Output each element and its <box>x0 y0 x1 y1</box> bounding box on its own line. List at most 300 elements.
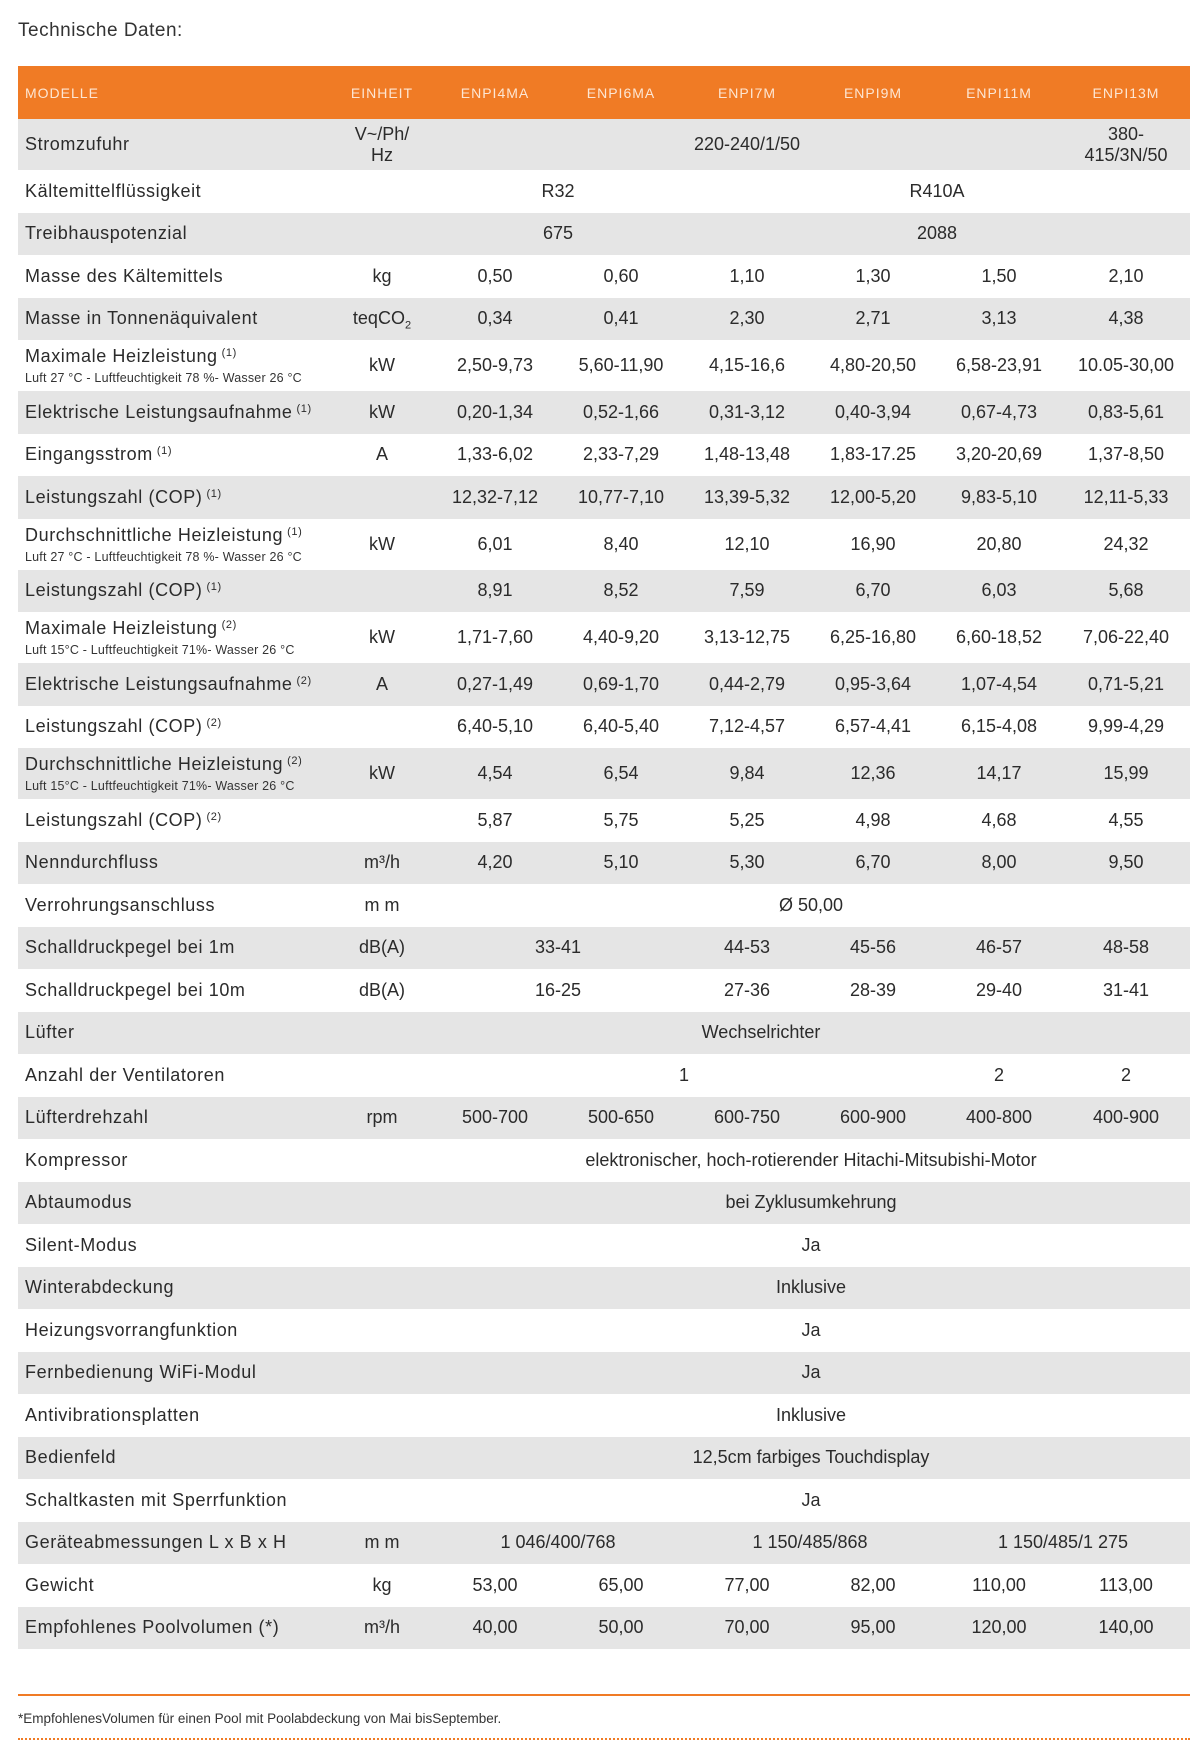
row-label-text: Leistungszahl (COP) <box>25 716 203 737</box>
row-value: 6,54 <box>603 763 639 783</box>
row-value: 0,34 <box>477 308 513 329</box>
header-model-enpi13m: ENPI13M <box>1092 84 1160 101</box>
row-value: 53,00 <box>472 1574 518 1595</box>
table-row <box>18 1224 1190 1267</box>
row-label <box>18 927 332 970</box>
row-value: 9,84 <box>729 763 765 783</box>
row-unit-text: kg <box>372 265 392 286</box>
row-label-text: Stromzufuhr <box>25 134 130 154</box>
row-unit <box>332 170 432 213</box>
row-value: 3,13 <box>981 308 1017 329</box>
row-value: 48-58 <box>1102 937 1150 958</box>
row-value: 6,03 <box>981 580 1017 601</box>
table-row <box>18 969 1190 1012</box>
row-label <box>18 1564 332 1607</box>
row-value: 31-41 <box>1102 979 1150 1000</box>
row-label-text: Eingangsstrom <box>25 444 153 465</box>
row-unit <box>332 298 432 341</box>
table-row <box>18 1607 1190 1650</box>
row-label <box>18 1054 332 1097</box>
row-value: 1 046/400/768 <box>500 1532 616 1553</box>
row-label-text: Lüfter <box>25 1022 75 1043</box>
row-value: 0,83-5,61 <box>1087 401 1165 422</box>
table-row <box>18 1012 1190 1055</box>
row-value: 4,40-9,20 <box>582 627 660 647</box>
row-value: 16,90 <box>850 533 896 554</box>
table-row <box>18 519 1190 570</box>
row-unit-text: A <box>375 444 388 465</box>
row-label-text: Verrohrungsanschluss <box>25 894 216 915</box>
row-unit <box>332 706 432 749</box>
row-label-text: Empfohlenes Poolvolumen (*) <box>25 1617 280 1638</box>
row-label-text: Abtaumodus <box>25 1192 133 1213</box>
header-model-enpi9m: ENPI9M <box>843 84 903 101</box>
row-value: 12,00-5,20 <box>829 486 917 507</box>
row-footnote-marker: (2) <box>296 674 312 687</box>
row-unit <box>332 1182 432 1225</box>
row-label <box>18 1607 332 1650</box>
row-value: 40,00 <box>472 1617 518 1638</box>
row-label-text: Nenndurchfluss <box>25 852 159 873</box>
row-unit <box>332 1224 432 1267</box>
row-label <box>18 434 332 477</box>
row-value: 0,20-1,34 <box>456 401 534 422</box>
row-value: 400-900 <box>1092 1107 1160 1128</box>
row-unit <box>332 1097 432 1140</box>
table-body <box>18 119 1190 1649</box>
table-row <box>18 1352 1190 1395</box>
row-unit-text: dB(A) <box>358 979 405 1000</box>
table-row <box>18 1267 1190 1310</box>
row-value: 24,32 <box>1103 533 1149 554</box>
table-row <box>18 706 1190 749</box>
row-value: 2,71 <box>855 308 891 329</box>
table-header <box>18 66 1190 119</box>
row-unit-text: V~/Ph/ Hz <box>354 123 410 165</box>
row-value: Ja <box>801 1319 821 1340</box>
page-title: Technische Daten: <box>18 20 183 41</box>
row-label <box>18 119 332 170</box>
row-label-text: Antivibrationsplatten <box>25 1404 200 1425</box>
row-value: 6,70 <box>855 580 891 601</box>
row-label <box>18 1267 332 1310</box>
row-value: 8,91 <box>477 580 513 601</box>
row-footnote-marker: (2) <box>287 755 303 767</box>
row-unit <box>332 927 432 970</box>
row-value: Ø 50,00 <box>778 894 844 915</box>
row-value: 9,83-5,10 <box>960 486 1038 507</box>
table-row <box>18 927 1190 970</box>
row-sublabel: Luft 27 °C - Luftfeuchtigkeit 78 %- Wasser 26 °C <box>25 371 302 385</box>
row-value: 1,33-6,02 <box>456 444 534 465</box>
table-row <box>18 1182 1190 1225</box>
row-unit <box>332 476 432 519</box>
row-label <box>18 1309 332 1352</box>
row-value: 0,41 <box>603 308 639 329</box>
row-value: 10.05-30,00 <box>1077 355 1175 375</box>
table-row <box>18 1054 1190 1097</box>
row-value: 95,00 <box>850 1617 896 1638</box>
table-row <box>18 255 1190 298</box>
row-value: 6,15-4,08 <box>960 716 1038 737</box>
row-label <box>18 1139 332 1182</box>
row-unit <box>332 340 432 391</box>
row-value: 15,99 <box>1103 763 1149 783</box>
row-footnote-marker: (1) <box>206 581 222 594</box>
row-value: 28-39 <box>849 979 897 1000</box>
row-value: 2 <box>1120 1064 1131 1085</box>
table-row <box>18 748 1190 799</box>
row-unit <box>332 255 432 298</box>
table-row <box>18 884 1190 927</box>
row-label-text: Lüfterdrehzahl <box>25 1107 149 1128</box>
table-row <box>18 1437 1190 1480</box>
row-label-text: Maximale Heizleistung <box>25 346 218 366</box>
row-value: 500-700 <box>461 1107 529 1128</box>
row-value: 45-56 <box>849 937 897 958</box>
row-value: Ja <box>801 1362 821 1383</box>
row-unit-text: teqCO <box>352 308 405 329</box>
footnote: *EmpfohlenesVolumen für einen Pool mit Poolabdeckung von Mai bisSeptember. <box>18 1711 502 1726</box>
row-label <box>18 570 332 613</box>
row-label-text: Anzahl der Ventilatoren <box>25 1064 225 1085</box>
table-row <box>18 340 1190 391</box>
row-label <box>18 1479 332 1522</box>
row-value: 1,30 <box>855 265 891 286</box>
row-value: Inklusive <box>775 1277 847 1298</box>
row-value: 2,30 <box>729 308 765 329</box>
row-value: 500-650 <box>587 1107 655 1128</box>
row-label-text: Geräteabmessungen L x B x H <box>25 1532 287 1553</box>
table-row <box>18 570 1190 613</box>
row-label-text: Treibhauspotenzial <box>25 223 188 244</box>
row-value: 0,60 <box>603 265 639 286</box>
table-row <box>18 434 1190 477</box>
row-label <box>18 1437 332 1480</box>
row-value: 0,50 <box>477 265 513 286</box>
row-label-text: Leistungszahl (COP) <box>25 580 203 601</box>
row-value: 120,00 <box>971 1617 1027 1638</box>
row-unit <box>332 119 432 170</box>
header-model-enpi7m: ENPI7M <box>717 84 777 101</box>
row-unit <box>332 1267 432 1310</box>
row-value: Wechselrichter <box>701 1022 821 1043</box>
row-footnote-marker: (2) <box>221 619 237 631</box>
row-value: 7,12-4,57 <box>708 716 786 737</box>
row-unit-text: A <box>375 673 388 694</box>
row-unit <box>332 434 432 477</box>
row-value: 29-40 <box>975 979 1023 1000</box>
row-value: 2088 <box>916 223 958 244</box>
row-value: 1,07-4,54 <box>960 673 1038 694</box>
row-value: 5,75 <box>603 809 639 830</box>
row-value: 4,38 <box>1108 308 1144 329</box>
row-value: 1,71-7,60 <box>456 627 534 647</box>
row-label <box>18 170 332 213</box>
row-value: 33-41 <box>534 937 582 958</box>
row-unit-text: m³/h <box>364 852 400 873</box>
row-unit <box>332 1479 432 1522</box>
row-value: 7,59 <box>729 580 765 601</box>
row-value: elektronischer, hoch-rotierender Hitachi-Mitsubishi-Motor <box>585 1149 1037 1170</box>
header-unit: EINHEIT <box>350 84 414 101</box>
table-row <box>18 476 1190 519</box>
row-footnote-marker: (1) <box>221 347 237 359</box>
row-unit-text: m m <box>364 1532 400 1553</box>
row-value: 6,57-4,41 <box>834 716 912 737</box>
row-value: 1,10 <box>729 265 765 286</box>
row-value: 1,48-13,48 <box>703 444 791 465</box>
row-unit-text: rpm <box>366 1107 398 1128</box>
row-unit <box>332 213 432 256</box>
row-value: 400-800 <box>965 1107 1033 1128</box>
row-sublabel: Luft 15°C - Luftfeuchtigkeit 71%- Wasser 26 °C <box>25 643 295 657</box>
header-model-enpi11m: ENPI11M <box>966 84 1032 101</box>
row-unit <box>332 1309 432 1352</box>
row-value: 6,40-5,40 <box>582 716 660 737</box>
row-value: 6,40-5,10 <box>456 716 534 737</box>
row-value: 5,10 <box>603 852 639 873</box>
row-value: 220-240/1/50 <box>693 134 801 154</box>
table-row <box>18 1479 1190 1522</box>
row-unit <box>332 884 432 927</box>
row-value: 5,68 <box>1108 580 1144 601</box>
row-footnote-marker: (1) <box>206 487 222 500</box>
row-label-text: Elektrische Leistungsaufnahme <box>25 673 293 694</box>
row-value: 1 150/485/868 <box>752 1532 868 1553</box>
row-label <box>18 213 332 256</box>
row-value: 10,77-7,10 <box>577 486 665 507</box>
row-unit-text: kg <box>372 1574 392 1595</box>
row-unit <box>332 1352 432 1395</box>
row-label <box>18 298 332 341</box>
row-label-text: Schalldruckpegel bei 1m <box>25 937 235 958</box>
row-label <box>18 663 332 706</box>
row-label <box>18 1182 332 1225</box>
row-value: 2,10 <box>1108 265 1144 286</box>
row-label-text: Silent-Modus <box>25 1234 138 1255</box>
row-value: 110,00 <box>972 1574 1026 1595</box>
row-label-text: Masse in Tonnenäquivalent <box>25 308 258 329</box>
row-label <box>18 799 332 842</box>
row-footnote-marker: (2) <box>206 717 222 730</box>
row-value: 0,27-1,49 <box>456 673 534 694</box>
row-value: 12,5cm farbiges Touchdisplay <box>692 1447 930 1468</box>
spec-table <box>18 66 1190 1649</box>
row-value: 9,50 <box>1108 852 1144 873</box>
row-value: 1 150/485/1 275 <box>997 1532 1129 1553</box>
row-unit <box>332 969 432 1012</box>
row-footnote-marker: (1) <box>296 402 312 415</box>
row-unit <box>332 1437 432 1480</box>
row-unit <box>332 842 432 885</box>
row-label-text: Elektrische Leistungsaufnahme <box>25 401 293 422</box>
row-value: 0,69-1,70 <box>582 673 660 694</box>
row-value: 2 <box>993 1064 1004 1085</box>
row-value: 5,30 <box>729 852 765 873</box>
row-value: 113,00 <box>1099 1574 1153 1595</box>
row-value: 3,13-12,75 <box>703 627 791 647</box>
row-unit <box>332 570 432 613</box>
row-value: 4,68 <box>981 809 1017 830</box>
row-value: 600-750 <box>713 1107 781 1128</box>
row-value: Ja <box>801 1234 821 1255</box>
table-row <box>18 663 1190 706</box>
row-label <box>18 519 332 570</box>
row-footnote-marker: (2) <box>206 810 222 823</box>
row-value: 6,58-23,91 <box>955 355 1043 375</box>
table-row <box>18 612 1190 663</box>
row-value: 6,01 <box>477 533 513 554</box>
row-unit-text: dB(A) <box>358 937 405 958</box>
row-value: 14,17 <box>976 763 1022 783</box>
row-label-text: Kompressor <box>25 1149 129 1170</box>
row-value: bei Zyklusumkehrung <box>725 1192 897 1213</box>
row-value: 82,00 <box>850 1574 896 1595</box>
row-value: 140,00 <box>1098 1617 1154 1638</box>
row-unit <box>332 799 432 842</box>
row-label-text: Heizungsvorrangfunktion <box>25 1319 238 1340</box>
row-label <box>18 1224 332 1267</box>
row-value: 0,40-3,94 <box>834 401 912 422</box>
row-label <box>18 1352 332 1395</box>
row-value: 4,15-16,6 <box>708 355 786 375</box>
row-label <box>18 884 332 927</box>
row-label-text: Fernbedienung WiFi-Modul <box>25 1362 257 1383</box>
row-value: 4,98 <box>855 809 891 830</box>
row-unit-subscript: 2 <box>404 319 412 332</box>
row-label <box>18 1097 332 1140</box>
row-value: 6,70 <box>855 852 891 873</box>
row-unit <box>332 663 432 706</box>
row-unit <box>332 1522 432 1565</box>
row-label <box>18 1012 332 1055</box>
row-value: 2,33-7,29 <box>582 444 660 465</box>
row-unit-text: kW <box>369 533 395 554</box>
table-row <box>18 119 1190 170</box>
row-value: 12,36 <box>850 763 896 783</box>
row-unit <box>332 391 432 434</box>
row-value: 12,11-5,33 <box>1083 486 1169 507</box>
table-row <box>18 799 1190 842</box>
row-value: 2,50-9,73 <box>456 355 534 375</box>
row-value: 7,06-22,40 <box>1082 627 1170 647</box>
row-value: 46-57 <box>975 937 1023 958</box>
row-label-text: Bedienfeld <box>25 1447 117 1468</box>
table-row <box>18 1394 1190 1437</box>
row-value: 44-53 <box>723 937 771 958</box>
row-value: 1,50 <box>981 265 1017 286</box>
row-unit <box>332 1054 432 1097</box>
row-value: 13,39-5,32 <box>703 486 791 507</box>
row-value: 4,55 <box>1108 809 1144 830</box>
row-sublabel: Luft 27 °C - Luftfeuchtigkeit 78 %- Wasser 26 °C <box>25 549 302 564</box>
row-unit-text: m³/h <box>364 1617 400 1638</box>
row-value: 600-900 <box>839 1107 907 1128</box>
row-value: 12,32-7,12 <box>451 486 539 507</box>
row-footnote-marker: (1) <box>156 445 173 458</box>
row-label-text: Schalldruckpegel bei 10m <box>25 979 246 1000</box>
row-value: 4,80-20,50 <box>829 355 917 375</box>
row-footnote-marker: (1) <box>287 525 303 538</box>
row-value: 12,10 <box>724 533 770 554</box>
row-value: 0,71-5,21 <box>1087 673 1165 694</box>
table-row <box>18 213 1190 256</box>
row-value: 6,60-18,52 <box>955 627 1043 647</box>
row-value: Ja <box>801 1489 821 1510</box>
table-row <box>18 170 1190 213</box>
row-value: 0,44-2,79 <box>708 673 786 694</box>
row-value: 1 <box>678 1064 689 1085</box>
row-unit-text: kW <box>369 627 395 647</box>
row-value: 0,52-1,66 <box>582 401 660 422</box>
footer-rule <box>18 1694 1190 1696</box>
header-model-enpi6ma: ENPI6MA <box>586 84 656 101</box>
row-sublabel: Luft 15°C - Luftfeuchtigkeit 71%- Wasser 26 °C <box>25 779 295 793</box>
row-value: 3,20-20,69 <box>955 444 1043 465</box>
row-label <box>18 706 332 749</box>
row-value: 4,20 <box>477 852 513 873</box>
footer-dotted-rule <box>18 1738 1190 1740</box>
table-row <box>18 842 1190 885</box>
row-label-text: Schaltkasten mit Sperrfunktion <box>25 1489 288 1510</box>
table-row <box>18 1522 1190 1565</box>
row-unit <box>332 1607 432 1650</box>
row-label <box>18 476 332 519</box>
row-value: 16-25 <box>534 979 582 1000</box>
row-unit <box>332 748 432 799</box>
row-label <box>18 612 332 663</box>
row-value: 8,00 <box>981 852 1017 873</box>
row-value: 8,40 <box>603 533 639 554</box>
table-row <box>18 1564 1190 1607</box>
row-unit <box>332 1139 432 1182</box>
row-label-text: Leistungszahl (COP) <box>25 809 203 830</box>
row-unit-text: kW <box>369 401 395 422</box>
row-value: 675 <box>542 223 574 244</box>
table-row <box>18 1097 1190 1140</box>
row-label <box>18 842 332 885</box>
row-label <box>18 969 332 1012</box>
table-row <box>18 298 1190 341</box>
row-unit <box>332 612 432 663</box>
row-unit <box>332 519 432 570</box>
row-value: 9,99-4,29 <box>1087 716 1165 737</box>
row-label <box>18 1522 332 1565</box>
row-label-text: Durchschnittliche Heizleistung <box>25 754 284 774</box>
row-label <box>18 748 332 799</box>
row-unit <box>332 1394 432 1437</box>
row-value: 5,60-11,90 <box>578 355 664 375</box>
row-label-text: Kältemittelflüssigkeit <box>25 180 202 201</box>
row-value: 380- 415/3N/50 <box>1084 123 1168 165</box>
row-value: 8,52 <box>603 580 639 601</box>
row-value: 5,87 <box>477 809 513 830</box>
row-unit-text: kW <box>369 355 395 375</box>
row-unit-text: m m <box>364 894 400 915</box>
row-label-text: Gewicht <box>25 1574 95 1595</box>
row-value: Inklusive <box>775 1404 847 1425</box>
row-value: 0,67-4,73 <box>960 401 1038 422</box>
row-label <box>18 1394 332 1437</box>
row-label-text: Maximale Heizleistung <box>25 618 218 638</box>
row-value: 1,83-17.25 <box>829 444 917 465</box>
table-row <box>18 391 1190 434</box>
row-value: 27-36 <box>723 979 771 1000</box>
table-row <box>18 1139 1190 1182</box>
row-value: 70,00 <box>724 1617 770 1638</box>
row-value: 50,00 <box>598 1617 644 1638</box>
